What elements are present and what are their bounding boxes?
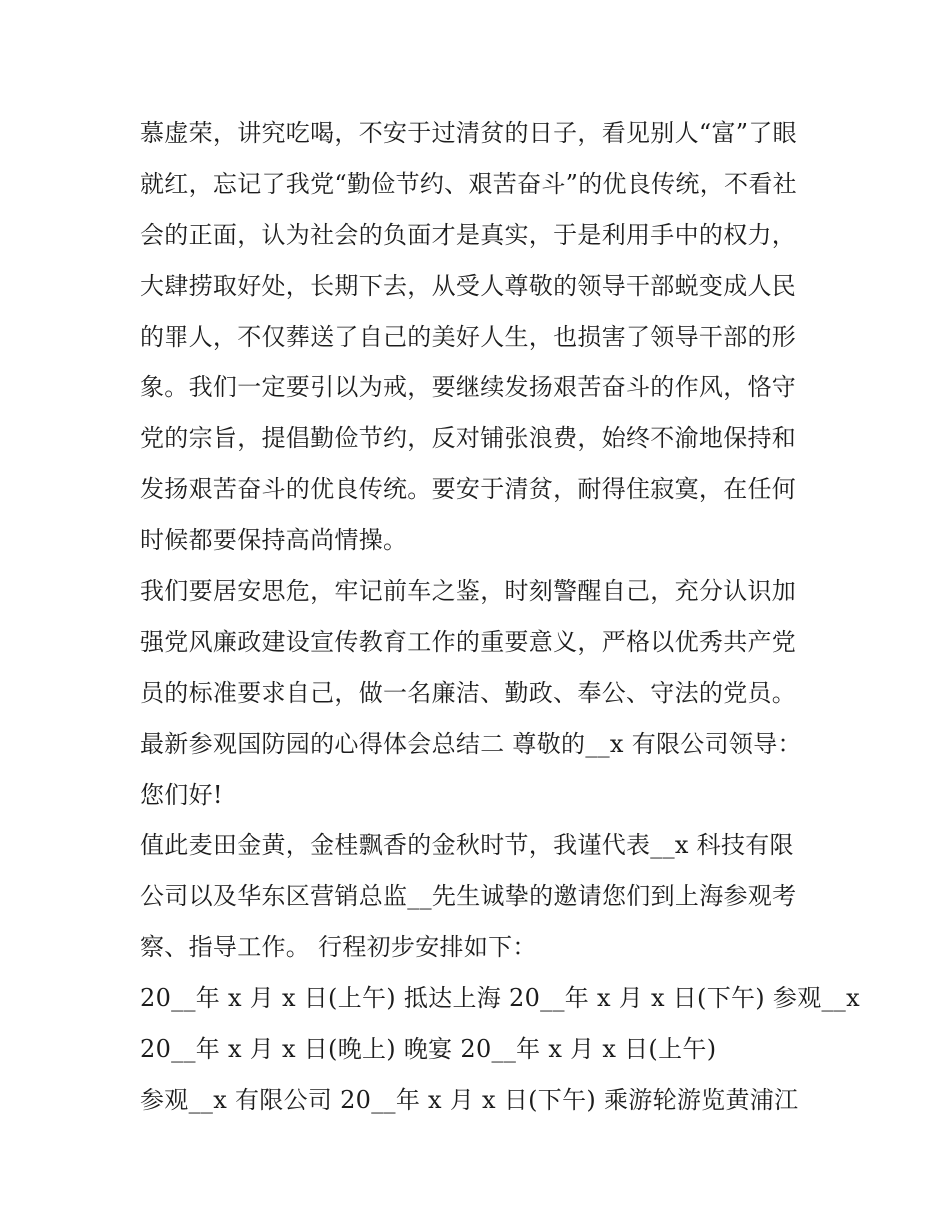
text-line-20: 参观__x 有限公司 20__年 x 月 x 日(下午) 乘游轮游览黄浦江 xyxy=(140,1085,799,1114)
text-line-9: 时候都要保持高尚情操。 xyxy=(140,526,408,555)
document-body xyxy=(140,108,860,1126)
text-line-3: 会的正面，认为社会的负面才是真实，于是利用手中的权力， xyxy=(140,220,797,249)
text-line-7: 党的宗旨，提倡勤俭节约，反对铺张浪费，始终不渝地保持和 xyxy=(140,424,797,453)
text-line-10: 我们要居安思危，牢记前车之鉴，时刻警醒自己，充分认识加 xyxy=(140,577,797,606)
text-line-8: 发扬艰苦奋斗的优良传统。要安于清贫，耐得住寂寞，在任何 xyxy=(140,475,797,504)
text-line-5: 的罪人，不仅葬送了自己的美好人生，也损害了领导干部的形 xyxy=(140,322,797,351)
text-line-13: 最新参观国防园的心得体会总结二 尊敬的__x 有限公司领导： xyxy=(140,729,802,758)
text-line-4: 大肆捞取好处，长期下去，从受人尊敬的领导干部蜕变成人民 xyxy=(140,271,797,300)
text-line-17: 察、指导工作。 行程初步安排如下： xyxy=(140,933,537,962)
text-line-19: 20__年 x 月 x 日(晚上) 晚宴 20__年 x 月 x 日(上午) xyxy=(140,1035,717,1064)
text-line-15: 值此麦田金黄，金桂飘香的金秋时节，我谨代表__x 科技有限 xyxy=(140,831,794,860)
text-line-1: 慕虚荣，讲究吃喝，不安于过清贫的日子，看见别人“富”了眼 xyxy=(140,119,797,147)
text-line-6: 象。我们一定要引以为戒，要继续发扬艰苦奋斗的作风，恪守 xyxy=(140,373,797,402)
text-line-18: 20__年 x 月 x 日(上午) 抵达上海 20__年 x 月 x 日(下午) 参观__x xyxy=(140,984,860,1013)
text-line-14: 您们好! xyxy=(140,780,223,809)
text-line-2: 就红，忘记了我党“勤俭节约、艰苦奋斗”的优良传统，不看社 xyxy=(140,169,797,198)
text-line-16: 公司以及华东区营销总监__先生诚挚的邀请您们到上海参观考 xyxy=(140,882,797,911)
text-line-11: 强党风廉政建设宣传教育工作的重要意义，严格以优秀共产党 xyxy=(140,627,797,656)
text-line-12: 员的标准要求自己，做一名廉洁、勤政、奉公、守法的党员。 xyxy=(140,678,797,707)
